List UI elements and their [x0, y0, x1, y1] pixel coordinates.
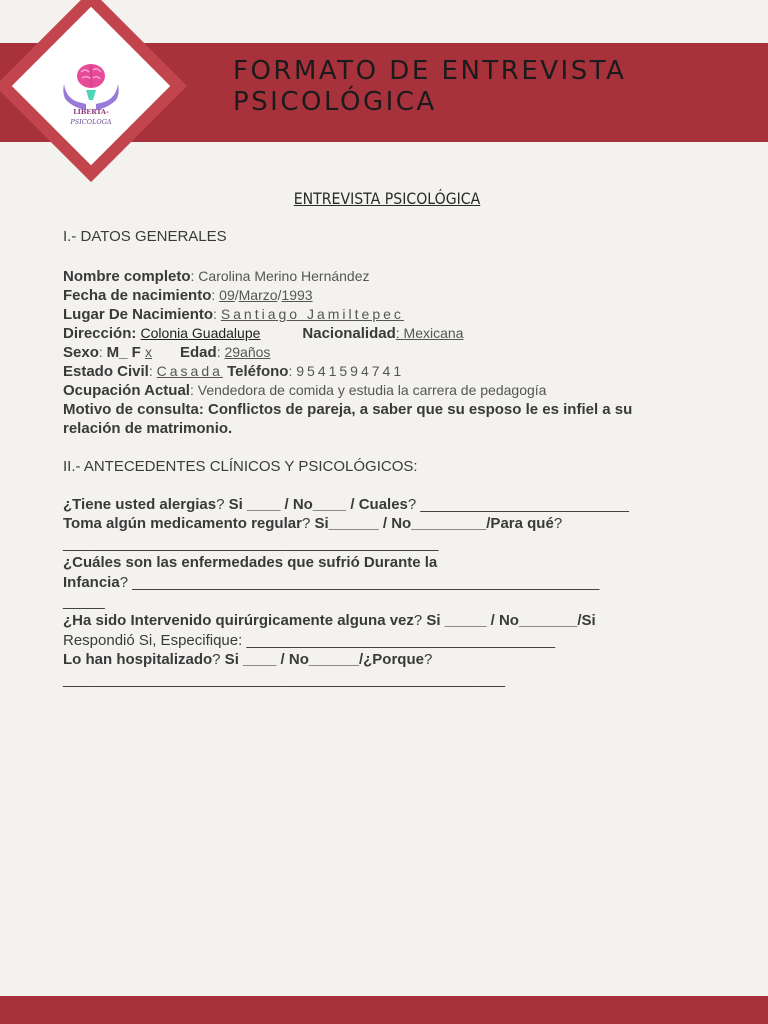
section-datos-generales: I.- DATOS GENERALES [63, 228, 227, 245]
direccion-label: Dirección [63, 325, 132, 342]
fecha-anio: 1993 [281, 287, 313, 303]
page-title [233, 56, 626, 118]
nombre-value: Carolina Merino Hernández [198, 268, 370, 284]
nombre-label: Nombre completo [63, 268, 191, 285]
sexo-mark: x [145, 344, 152, 360]
question-hospitalizado-blank: _____________________________________________________ [63, 670, 506, 688]
question-cirugia-options: Si _____ / No_______/Si [422, 612, 596, 630]
nacionalidad-value: Mexicana [403, 325, 464, 341]
question-hospitalizado: Lo han hospitalizado? Si ____ / No______/¿Porque? [63, 651, 433, 669]
question-medicamento: Toma algún medicamento regular? Si______ / No_________/Para qué? [63, 515, 563, 533]
edad-label: Edad [180, 344, 217, 361]
sexo-m: M_ [106, 344, 128, 361]
question-medicamento-text: Toma algún medicamento regular [63, 515, 302, 533]
direccion-value: Colonia Guadalupe [140, 325, 261, 341]
telefono-value: 9541594741 [296, 363, 405, 379]
question-cirugia-especifique [63, 631, 703, 650]
question-alergias: ¿Tiene usted alergias? Si ____ / No____ / Cuales? _________________________ [63, 496, 629, 513]
question-enfermedades-blank: ________________________________________________________ [128, 573, 600, 591]
lugar-label: Lugar De Nacimiento [63, 306, 214, 323]
section-antecedentes: II.- ANTECEDENTES CLÍNICOS Y PSICOLÓGICOS: [63, 458, 418, 475]
question-enfermedades-line2: Infancia? ________________________________________________________ [63, 573, 600, 591]
question-hospitalizado-options: Si ____ / No______/¿Porque [220, 651, 424, 669]
estado-label: Estado Civil [63, 363, 149, 380]
ocupacion-label: Ocupación Actual [63, 382, 190, 399]
question-cirugia-especifique-label: Respondió Si, Especifique: [63, 631, 243, 649]
question-alergias-options: Si ____ / No____ / Cuales [224, 496, 408, 513]
fecha-dia: 09 [219, 287, 235, 303]
question-medicamento-blank: _____________________________________________ [63, 534, 439, 552]
sexo-f: F [131, 344, 141, 361]
page-title-line1: FORMATO DE ENTREVISTA [233, 56, 627, 86]
field-direccion: Dirección: Colonia Guadalupe Nacionalidad: Mexicana [63, 325, 464, 342]
page-title-line2: PSICOLÓGICA [233, 87, 437, 117]
field-motivo: Motivo de consulta: Conflictos de pareja, a saber que su esposo le es infiel a su relación de matrimonio. [63, 401, 633, 437]
question-alergias-text: ¿Tiene usted alergias [63, 496, 217, 513]
field-estado-telefono: Estado Civil: Casada Teléfono: 9541594741 [63, 363, 405, 380]
footer-bar [0, 996, 768, 1024]
question-enfermedades: ¿Cuáles son las enfermedades que sufrió Durante la [63, 554, 438, 572]
question-enfermedades-blank-end: _____ [63, 593, 105, 611]
general-data-fields [63, 267, 703, 438]
estado-value: Casada [156, 363, 223, 379]
question-cirugia: ¿Ha sido Intervenido quirúrgicamente alguna vez? Si _____ / No_______/Si [63, 612, 596, 630]
field-ocupacion: Ocupación Actual: Vendedora de comida y estudia la carrera de pedagogía [63, 382, 547, 399]
clinical-questions [63, 495, 703, 689]
field-lugar: Lugar De Nacimiento: Santiago Jamiltepec [63, 306, 404, 323]
document-title: ENTREVISTA PSICOLÓGICA [293, 189, 481, 208]
logo-text-top: LIBERTA- [73, 108, 109, 116]
ocupacion-value: Vendedora de comida y estudia la carrera de pedagogía [197, 382, 547, 398]
question-cirugia-blank: _____________________________________ [242, 631, 556, 649]
question-alergias-blank: _________________________ [416, 496, 629, 513]
question-medicamento-options: Si______ / No_________/Para qué [310, 515, 554, 533]
fecha-mes: Marzo [238, 287, 278, 303]
question-hospitalizado-text: Lo han hospitalizado [63, 651, 213, 669]
question-enfermedades-infancia: Infancia [63, 573, 120, 591]
field-nombre: Nombre completo: Carolina Merino Hernández [63, 268, 370, 285]
field-sexo-edad: Sexo: M_ F x Edad: 29años [63, 344, 271, 361]
field-fecha: Fecha de nacimiento: 09/Marzo/1993 [63, 287, 313, 304]
question-cirugia-text: ¿Ha sido Intervenido quirúrgicamente alguna vez [63, 612, 414, 630]
edad-value: 29años [224, 344, 271, 360]
lugar-value: Santiago Jamiltepec [220, 306, 404, 322]
logo-text-bottom: PSICOLOGA [70, 118, 112, 126]
fecha-label: Fecha de nacimiento [63, 287, 212, 304]
nacionalidad-label: Nacionalidad [302, 325, 396, 342]
telefono-label: Teléfono [227, 363, 289, 380]
sexo-label: Sexo [63, 344, 99, 361]
